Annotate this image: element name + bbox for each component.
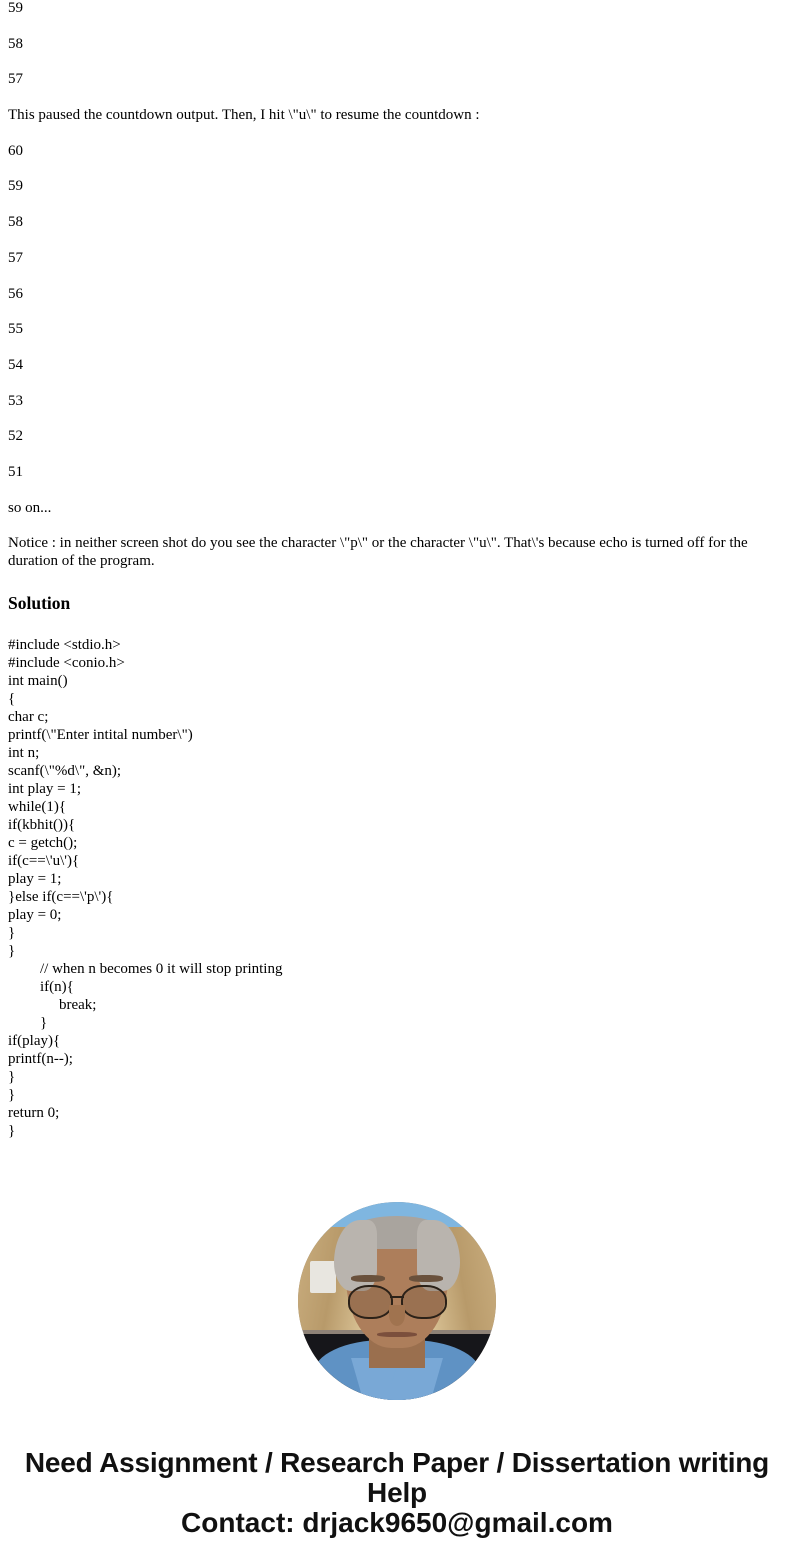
code-line: c = getch(); bbox=[8, 834, 78, 851]
code-line: char c; bbox=[8, 708, 49, 725]
countdown-value: 55 bbox=[8, 321, 23, 338]
code-line: #include <conio.h> bbox=[8, 654, 125, 671]
code-line: int n; bbox=[8, 744, 40, 761]
avatar-eyebrow-right bbox=[409, 1275, 443, 1282]
code-line: } bbox=[8, 1068, 16, 1085]
avatar-container bbox=[8, 1202, 786, 1400]
avatar-glasses-lens-left bbox=[348, 1285, 394, 1319]
code-line: return 0; bbox=[8, 1104, 60, 1121]
promo-banner-headline: Need Assignment / Research Paper / Dissertation writing Help bbox=[24, 1446, 770, 1508]
code-line: break; bbox=[59, 996, 97, 1013]
code-line: }else if(c==\'p\'){ bbox=[8, 888, 114, 905]
pause-paragraph: This paused the countdown output. Then, I hit \"u\" to resume the countdown : bbox=[8, 107, 480, 124]
code-line: // when n becomes 0 it will stop printing bbox=[40, 960, 283, 977]
countdown-value: 59 bbox=[8, 178, 23, 195]
code-line: printf(n--); bbox=[8, 1050, 73, 1067]
countdown-value: 58 bbox=[8, 214, 23, 231]
code-line: } bbox=[40, 1014, 48, 1031]
countdown-value: 51 bbox=[8, 463, 23, 480]
countdown-value: 59 bbox=[8, 0, 23, 16]
pause-paragraph-block bbox=[8, 107, 786, 125]
first-countdown-block bbox=[8, 0, 786, 89]
code-line: } bbox=[8, 1122, 16, 1139]
code-line: } bbox=[8, 924, 16, 941]
avatar-background-switch bbox=[310, 1261, 336, 1293]
avatar-mouth bbox=[377, 1332, 417, 1337]
code-line: scanf(\"%d\", &n); bbox=[8, 762, 122, 779]
solution-code-block bbox=[8, 636, 786, 1140]
countdown-value: 56 bbox=[8, 285, 23, 302]
promo-banner bbox=[8, 1448, 786, 1562]
code-line: play = 0; bbox=[8, 906, 62, 923]
so-on-text: so on... bbox=[8, 499, 52, 516]
code-line: int main() bbox=[8, 672, 68, 689]
countdown-value: 52 bbox=[8, 428, 23, 445]
countdown-value: 57 bbox=[8, 71, 23, 88]
code-line: play = 1; bbox=[8, 870, 62, 887]
avatar-glasses-lens-right bbox=[401, 1285, 447, 1319]
code-line: #include <stdio.h> bbox=[8, 636, 121, 653]
code-line: } bbox=[8, 942, 16, 959]
code-line: { bbox=[8, 690, 16, 707]
countdown-value: 58 bbox=[8, 35, 23, 52]
code-line: if(c==\'u\'){ bbox=[8, 852, 80, 869]
code-line: if(kbhit()){ bbox=[8, 816, 76, 833]
countdown-value: 54 bbox=[8, 356, 23, 373]
second-countdown-block bbox=[8, 143, 786, 482]
countdown-value: 57 bbox=[8, 249, 23, 266]
code-line: if(play){ bbox=[8, 1032, 61, 1049]
notice-paragraph: Notice : in neither screen shot do you see the character \"p\" or the character \"u\". That\'s because echo is turned off for the duration of the program. bbox=[8, 535, 748, 569]
code-line: int play = 1; bbox=[8, 780, 82, 797]
notice-block bbox=[8, 535, 786, 570]
promo-banner-contact: Contact: drjack9650@gmail.com bbox=[181, 1506, 613, 1538]
avatar-glasses-bridge bbox=[390, 1296, 404, 1299]
countdown-value: 53 bbox=[8, 392, 23, 409]
code-line: if(n){ bbox=[40, 978, 74, 995]
code-line: while(1){ bbox=[8, 798, 67, 815]
countdown-value: 60 bbox=[8, 142, 23, 159]
solution-heading: Solution bbox=[8, 592, 71, 613]
avatar-eyebrow-left bbox=[351, 1275, 385, 1282]
code-line: printf(\"Enter intital number\") bbox=[8, 726, 193, 743]
so-on-block bbox=[8, 500, 786, 518]
avatar bbox=[298, 1202, 496, 1400]
code-line: } bbox=[8, 1086, 16, 1103]
